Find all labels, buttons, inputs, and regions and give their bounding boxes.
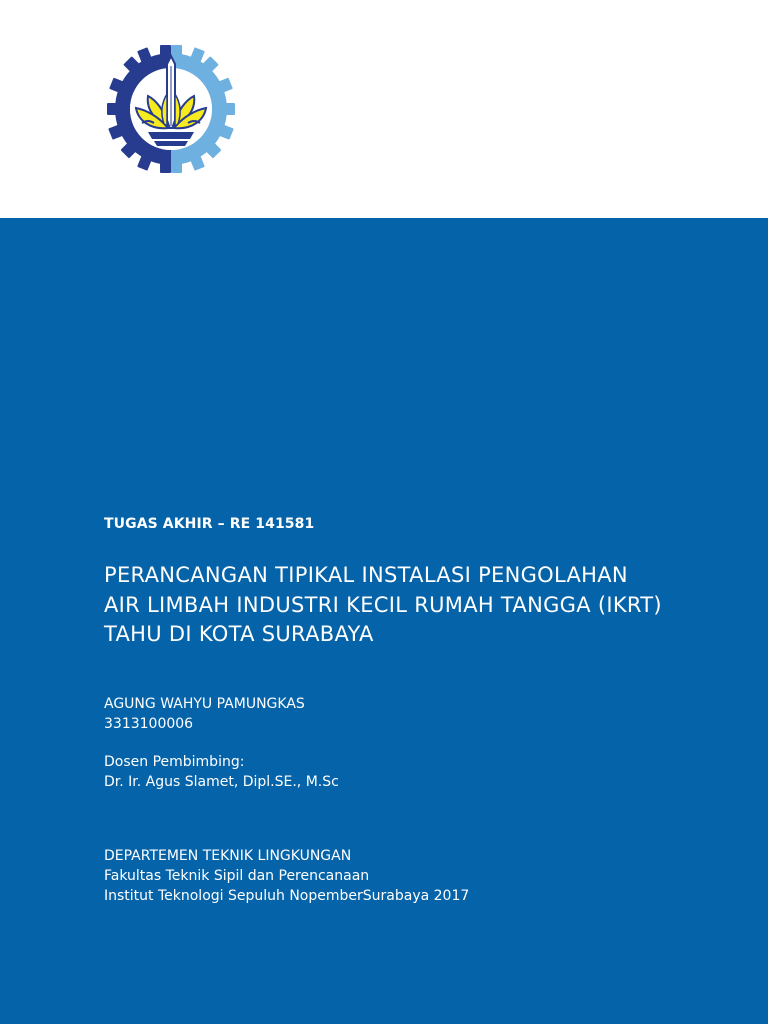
- thesis-title: PERANCANGAN TIPIKAL INSTALASI PENGOLAHAN AIR LIMBAH INDUSTRI KECIL RUMAH TANGGA (IKRT) TAHU DI KOTA SURABAYA: [104, 563, 662, 646]
- department-name: DEPARTEMEN TEKNIK LINGKUNGAN: [104, 848, 352, 864]
- author-id: 3313100006: [104, 716, 194, 732]
- supervisor-name: Dr. Ir. Agus Slamet, Dipl.SE., M.Sc: [104, 774, 339, 790]
- cover-blue-panel: [0, 218, 768, 1024]
- cover-header: [0, 0, 768, 218]
- faculty-name: Fakultas Teknik Sipil dan Perencanaan: [104, 868, 370, 884]
- supervisor-label: Dosen Pembimbing:: [104, 754, 245, 770]
- author-name: AGUNG WAHYU PAMUNGKAS: [104, 696, 305, 712]
- institute-name-and-year: Institut Teknologi Sepuluh NopemberSurabaya 2017: [104, 888, 470, 904]
- its-university-emblem-icon: [106, 44, 236, 174]
- course-code: TUGAS AKHIR – RE 141581: [104, 516, 315, 532]
